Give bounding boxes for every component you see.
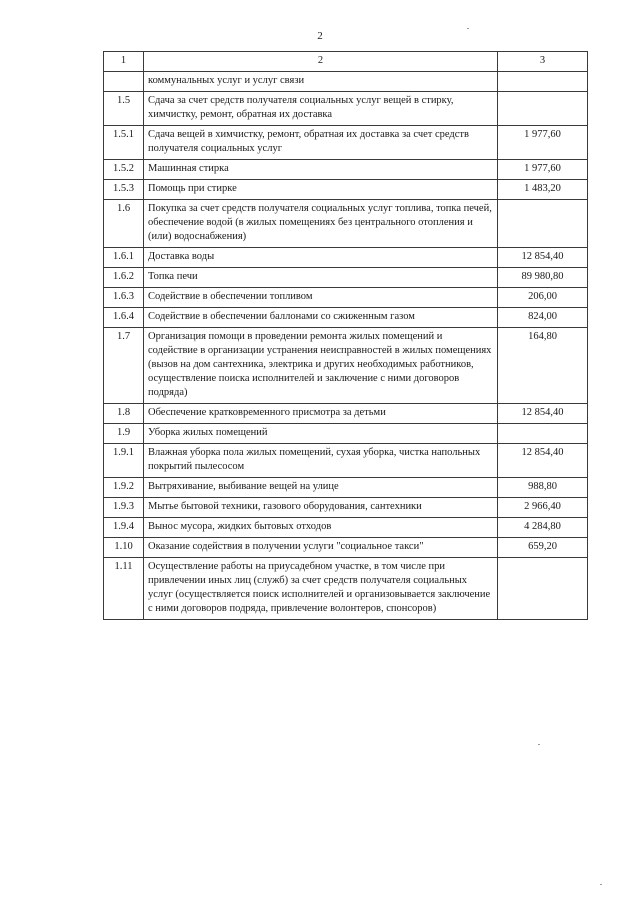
item-number: 1.5.2 xyxy=(104,160,144,180)
service-price xyxy=(498,72,588,92)
table-row xyxy=(104,126,588,160)
service-price: 12 854,40 xyxy=(498,248,588,268)
service-description: Вытряхивание, выбивание вещей на улице xyxy=(144,478,498,498)
service-description: Сдача за счет средств получателя социальных услуг вещей в стирку, химчистку, ремонт, обратная их доставка xyxy=(144,92,498,126)
service-price: 988,80 xyxy=(498,478,588,498)
table-row xyxy=(104,538,588,558)
service-description: Топка печи xyxy=(144,268,498,288)
item-number: 1.9.1 xyxy=(104,444,144,478)
table-row xyxy=(104,498,588,518)
table-row xyxy=(104,268,588,288)
table-row xyxy=(104,328,588,404)
service-price xyxy=(498,424,588,444)
table-row xyxy=(104,444,588,478)
item-number: 1.6.3 xyxy=(104,288,144,308)
item-number: 1.5 xyxy=(104,92,144,126)
service-description: Мытье бытовой техники, газового оборудования, сантехники xyxy=(144,498,498,518)
item-number: 1.9.4 xyxy=(104,518,144,538)
service-description: Сдача вещей в химчистку, ремонт, обратная их доставка за счет средств получателя социальных услуг xyxy=(144,126,498,160)
service-price: 1 977,60 xyxy=(498,160,588,180)
service-price: 659,20 xyxy=(498,538,588,558)
table-row xyxy=(104,518,588,538)
item-number: 1.9 xyxy=(104,424,144,444)
service-description: Осуществление работы на приусадебном участке, в том числе при привлечении иных лиц (служб) за счет средств получателя социальных услуг (осуществляется поиск исполнителей и организовывается заключение с ними договоров подряда, привлечение волонтеров, спонсоров) xyxy=(144,558,498,620)
column-header-3: 3 xyxy=(498,52,588,72)
table-row xyxy=(104,160,588,180)
service-price xyxy=(498,92,588,126)
tariff-table xyxy=(103,51,588,620)
service-description: Уборка жилых помещений xyxy=(144,424,498,444)
scan-speck xyxy=(600,884,602,885)
item-number: 1.10 xyxy=(104,538,144,558)
service-description: Обеспечение кратковременного присмотра за детьми xyxy=(144,404,498,424)
service-description: Доставка воды xyxy=(144,248,498,268)
item-number: 1.6.1 xyxy=(104,248,144,268)
table-row xyxy=(104,72,588,92)
service-description: Содействие в обеспечении баллонами со сжиженным газом xyxy=(144,308,498,328)
scan-speck xyxy=(538,744,540,745)
service-description: Покупка за счет средств получателя социальных услуг топлива, топка печей, обеспечение водой (в жилых помещениях без центрального отопления и (или) водоснабжения) xyxy=(144,200,498,248)
service-description: Оказание содействия в получении услуги "социальное такси" xyxy=(144,538,498,558)
service-price xyxy=(498,558,588,620)
service-description: Содействие в обеспечении топливом xyxy=(144,288,498,308)
service-description: Организация помощи в проведении ремонта жилых помещений и содействие в организации устранения неисправностей в жилых помещениях (вызов на дом сантехника, электрика и других необходимых работников, осуществление поиска исполнителей и заключение с ними договоров подряда) xyxy=(144,328,498,404)
item-number xyxy=(104,72,144,92)
scan-speck xyxy=(467,28,469,29)
table-row xyxy=(104,478,588,498)
item-number: 1.7 xyxy=(104,328,144,404)
column-header-1: 1 xyxy=(104,52,144,72)
service-description: коммунальных услуг и услуг связи xyxy=(144,72,498,92)
service-price: 89 980,80 xyxy=(498,268,588,288)
service-price: 824,00 xyxy=(498,308,588,328)
table-header-row xyxy=(104,52,588,72)
table-row xyxy=(104,404,588,424)
table-row xyxy=(104,424,588,444)
service-description: Вынос мусора, жидких бытовых отходов xyxy=(144,518,498,538)
table-row xyxy=(104,308,588,328)
service-price: 1 483,20 xyxy=(498,180,588,200)
table-row xyxy=(104,200,588,248)
page-number: 2 xyxy=(317,30,323,42)
service-price: 206,00 xyxy=(498,288,588,308)
service-description: Влажная уборка пола жилых помещений, сухая уборка, чистка напольных покрытий пылесосом xyxy=(144,444,498,478)
item-number: 1.11 xyxy=(104,558,144,620)
table-row xyxy=(104,558,588,620)
item-number: 1.6 xyxy=(104,200,144,248)
item-number: 1.5.1 xyxy=(104,126,144,160)
item-number: 1.9.2 xyxy=(104,478,144,498)
service-price: 4 284,80 xyxy=(498,518,588,538)
item-number: 1.6.4 xyxy=(104,308,144,328)
service-description: Машинная стирка xyxy=(144,160,498,180)
column-header-2: 2 xyxy=(144,52,498,72)
service-price xyxy=(498,200,588,248)
service-price: 1 977,60 xyxy=(498,126,588,160)
table-row xyxy=(104,92,588,126)
service-price: 164,80 xyxy=(498,328,588,404)
table-row xyxy=(104,248,588,268)
service-price: 2 966,40 xyxy=(498,498,588,518)
item-number: 1.8 xyxy=(104,404,144,424)
service-description: Помощь при стирке xyxy=(144,180,498,200)
item-number: 1.9.3 xyxy=(104,498,144,518)
table-row xyxy=(104,288,588,308)
item-number: 1.6.2 xyxy=(104,268,144,288)
table-row xyxy=(104,180,588,200)
service-price: 12 854,40 xyxy=(498,404,588,424)
item-number: 1.5.3 xyxy=(104,180,144,200)
service-price: 12 854,40 xyxy=(498,444,588,478)
